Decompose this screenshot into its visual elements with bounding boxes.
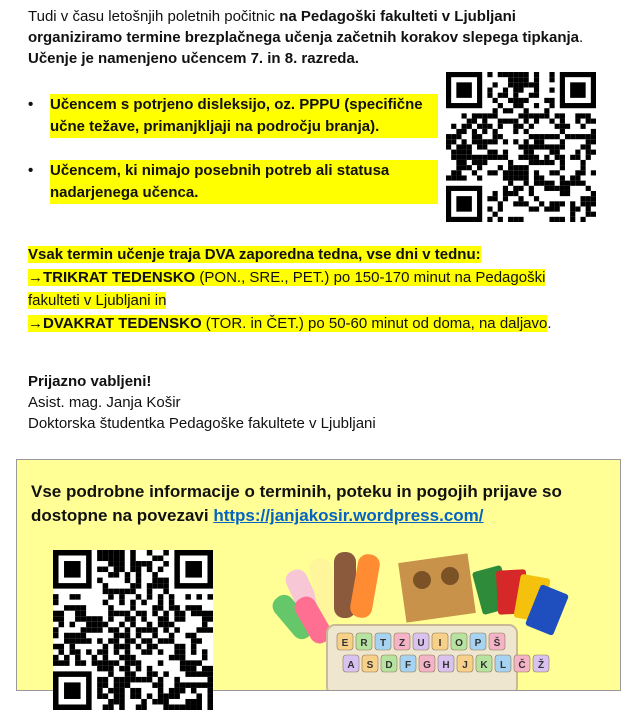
- illustration: [272, 540, 572, 690]
- qr-code-top: [446, 72, 596, 222]
- keyboard-key-label: A: [347, 660, 355, 671]
- schedule-option-1-detail: (PON., SRE., PET.) po 150-170 minut na Pedagoški: [195, 269, 546, 286]
- keyboard-icon: [327, 625, 549, 690]
- schedule-option-2-detail: (TOR. in ČET.) po 50-60 minut od doma, na daljavo: [201, 315, 548, 332]
- author-role: Doktorska študentka Pedagoške fakultete v Ljubljani: [28, 415, 376, 432]
- keyboard-key-label: O: [455, 638, 463, 649]
- author-name: Asist. mag. Janja Košir: [28, 394, 181, 411]
- signature: [28, 371, 528, 434]
- keyboard-key-label: F: [404, 660, 412, 671]
- keyboard-key-label: L: [499, 660, 507, 671]
- qr-code-icon: [53, 550, 213, 710]
- keyboard-key-label: Š: [493, 638, 501, 649]
- website-link[interactable]: https://janjakosir.wordpress.com/: [213, 506, 484, 525]
- list-item: [28, 160, 438, 204]
- info-text: Vse podrobne informacije o terminih, poteku in pogojih prijave so dostopne na povezavi: [31, 482, 562, 525]
- keyboard-key-label: Z: [398, 638, 406, 649]
- keyboard-key-label: T: [379, 638, 387, 649]
- keyboard-key-label: D: [385, 660, 393, 671]
- vr-glasses-icon: [398, 553, 476, 622]
- keyboard-key-label: K: [480, 660, 488, 671]
- bullet-list: [28, 94, 438, 226]
- schedule-heading: Vsak termin učenje traja DVA zaporedna tedna, vse dni v tednu:: [28, 246, 481, 263]
- keyboard-key-label: P: [474, 638, 482, 649]
- intro-text: Tudi v času letošnjih poletnih počitnic: [28, 8, 280, 25]
- intro-paragraph: [28, 6, 608, 69]
- schedule-option-2: →DVAKRAT TEDENSKO: [28, 315, 202, 332]
- qr-code-bottom: [53, 550, 213, 700]
- intro-period: .: [579, 29, 584, 46]
- list-item: [28, 94, 438, 138]
- bullet-icon: •: [28, 96, 34, 113]
- bullet-text: Učencem s potrjeno disleksijo, oz. PPPU (specifične učne težave, primanjkljaji na področju branja).: [50, 94, 438, 138]
- intro-program: organiziramo termine brezplačnega učenja začetnih korakov slepega tipkanja: [28, 29, 580, 46]
- intro-target: Učenje je namenjeno učencem 7. in 8. razreda.: [28, 50, 359, 67]
- schedule-option-1: →TRIKRAT TEDENSKO: [28, 269, 196, 286]
- keyboard-key-label: E: [341, 638, 349, 649]
- schedule-option-1-location: fakulteti v Ljubljani in: [28, 292, 167, 309]
- bullet-text: Učencem, ki nimajo posebnih potreb ali statusa nadarjenega učenca.: [50, 160, 438, 204]
- keyboard-key-label: Č: [518, 660, 526, 671]
- bullet-icon: •: [28, 162, 34, 179]
- info-box: [16, 459, 621, 691]
- keyboard-key-label: G: [423, 660, 431, 671]
- keyboard-key-label: S: [366, 660, 374, 671]
- keyboard-key-label: U: [417, 638, 425, 649]
- keyboard-key-label: R: [360, 638, 368, 649]
- keyboard-key-label: Ž: [537, 660, 545, 671]
- intro-location: na Pedagoški fakulteti v Ljubljani: [279, 8, 516, 25]
- greeting: Prijazno vabljeni!: [28, 373, 152, 390]
- qr-code-icon: [446, 72, 596, 222]
- keyboard-key-label: I: [438, 638, 442, 649]
- info-text-block: [31, 480, 611, 528]
- keyboard-key-label: J: [462, 660, 468, 671]
- keyboard-key-label: H: [442, 660, 450, 671]
- schedule-section: [28, 243, 628, 335]
- schedule-period: .: [547, 315, 552, 332]
